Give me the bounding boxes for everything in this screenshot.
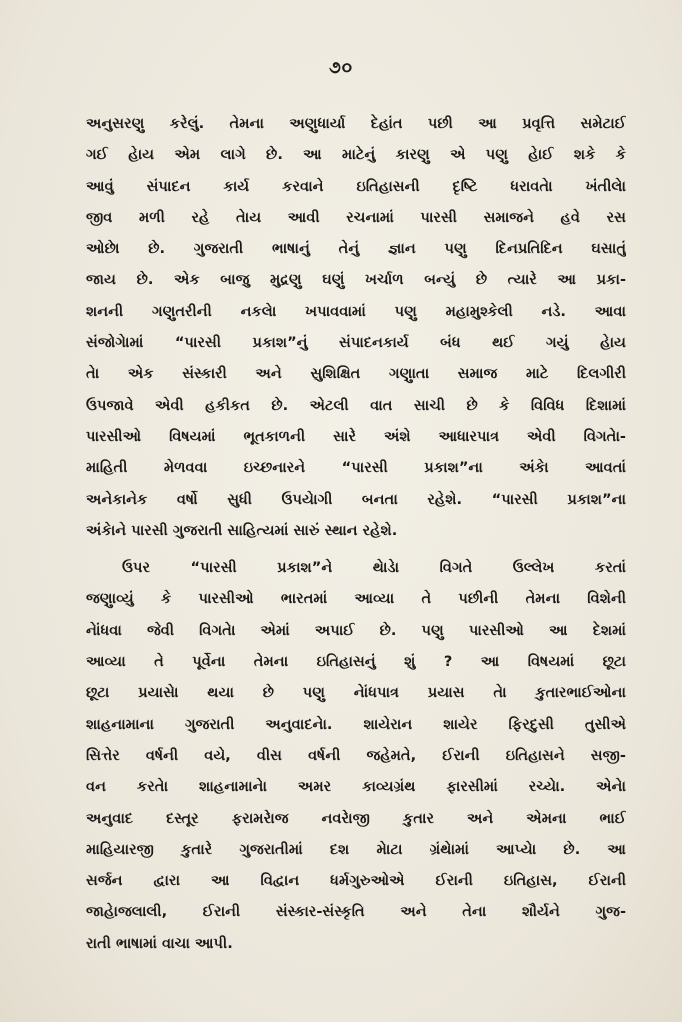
text-line: સિત્તેર વર્ષની વયે, વીસ વર્ષની જહેમતે, ઈરાની ઇતિહાસને સજી-: [86, 746, 626, 764]
page-number: ૭૦: [328, 58, 354, 78]
text-line: અંકેાને પારસી ગુજરાતી સાહિત્યમાં સારું સ્થાન રહેશે.: [86, 521, 398, 539]
paragraph-2: [86, 552, 626, 959]
paragraph-1: [86, 108, 626, 546]
text-line: ઉપજાવે એવી હકીકત છે. એટલી વાત સાચી છે કે વિવિધ દિશામાં: [86, 396, 626, 414]
text-line: આવું સંપાદન કાર્ય કરવાને ઇતિહાસની દૃષ્ટિ ધરાવતેા ખંતીલેા: [86, 177, 626, 195]
body-text: [86, 108, 626, 959]
text-line: તેા એક સંસ્કારી અને સુશિક્ષિત ગણુાતા સમાજ માટે દિલગીરી: [86, 365, 626, 383]
text-line: નેાંધવા જેવી વિગતેા એમાં અપાઈ છે. પણુ પારસીઓ આ દેશમાં: [86, 621, 626, 639]
text-line: પારસીઓ વિષયમાં ભૂતકાળની સારે અંશે આધારપાત્ર એવી વિગતેા-: [86, 427, 626, 445]
text-line: ગઈ હેાય એમ લાગે છે. આ માટેનું કારણુ એ પણુ હેાઈ શકે કે: [86, 146, 626, 164]
text-line: આવ્યા તે પૂર્વેના તેમના ઇતિહાસનું શું ? આ વિષયમાં છૂટા: [86, 653, 626, 671]
text-line: વન કરતેા શાહનામાનેા અમર કાવ્યગ્રંથ ફારસીમાં રચ્યેા. એનેા: [86, 778, 626, 796]
text-line: સંજોગેામાં “પારસી પ્રકાશ”નું સંપાદનકાર્ય બંધ થઈ ગયું હેાય: [86, 334, 626, 352]
text-line: જાય છે. એક બાજુ મુદ્રણુ ઘણું ખર્ચાળ બન્યું છે ત્યારે આ પ્રકા-: [86, 271, 626, 289]
text-line: ઉપર “પારસી પ્રકાશ”ને થેાડેા વિગતે ઉલ્લેખ કરતાં: [122, 559, 626, 577]
text-line: ઓછેા છે. ગુજરાતી ભાષાનું તેનું જ્ઞાન પણુ દિનપ્રતિદિન ઘસાતું: [86, 240, 626, 258]
text-line: અનુવાદ દસ્તૂર ફરામરેાજ નવરેાજી કુતાર અને એમના ભાઈ: [86, 809, 626, 827]
text-line: જાહેાજલાલી, ઈરાની સંસ્કાર-સંસ્કૃતિ અને તેના શૌર્યને ગુજ-: [86, 903, 626, 921]
text-line: છૂટા પ્રયાસેા થયા છે પણુ નેાંધપાત્ર પ્રયાસ તેા કુતારભાઈઓના: [86, 684, 626, 702]
text-line: શનની ગણુતરીની નકલેા ખપાવવામાં પણુ મહામુશ્કેલી નડે. આવા: [86, 302, 626, 320]
text-line: માહિતી મેળવવા ઇચ્છનારને “પારસી પ્રકાશ”ના અંકેા આવતાં: [86, 459, 626, 477]
text-line: માહિયારજી કુતારે ગુજરાતીમાં દશ મેાટા ગ્રંથેામાં આપ્યેા છે. આ: [86, 840, 626, 858]
text-line: રાતી ભાષામાં વાચા આપી.: [86, 934, 233, 952]
text-line: જણુાવ્યું કે પારસીઓ ભારતમાં આવ્યા તે પછીની તેમના વિશેની: [86, 590, 626, 608]
text-line: અનુસરણુ કરેલું. તેમના અણુધાર્યા દેહાંત પછી આ પ્રવૃત્તિ સમેટાઈ: [86, 115, 626, 132]
text-line: સર્જન દ્વારા આ વિદ્વાન ધર્મગુરુઓએ ઈરાની ઇતિહાસ, ઈરાની: [86, 872, 626, 890]
text-line: શાહનામાના ગુજરાતી અનુવાદનેા. શાયેરાન શાયેર ફિરદુસી તુસીએ: [86, 715, 626, 733]
text-line: જીવ મળી રહે તેાય આવી રચનામાં પારસી સમાજને હવે રસ: [86, 208, 626, 226]
text-line: અનેકાનેક વર્ષો સુધી ઉપયેાગી બનતા રહેશે. “પારસી પ્રકાશ”ના: [86, 490, 626, 508]
